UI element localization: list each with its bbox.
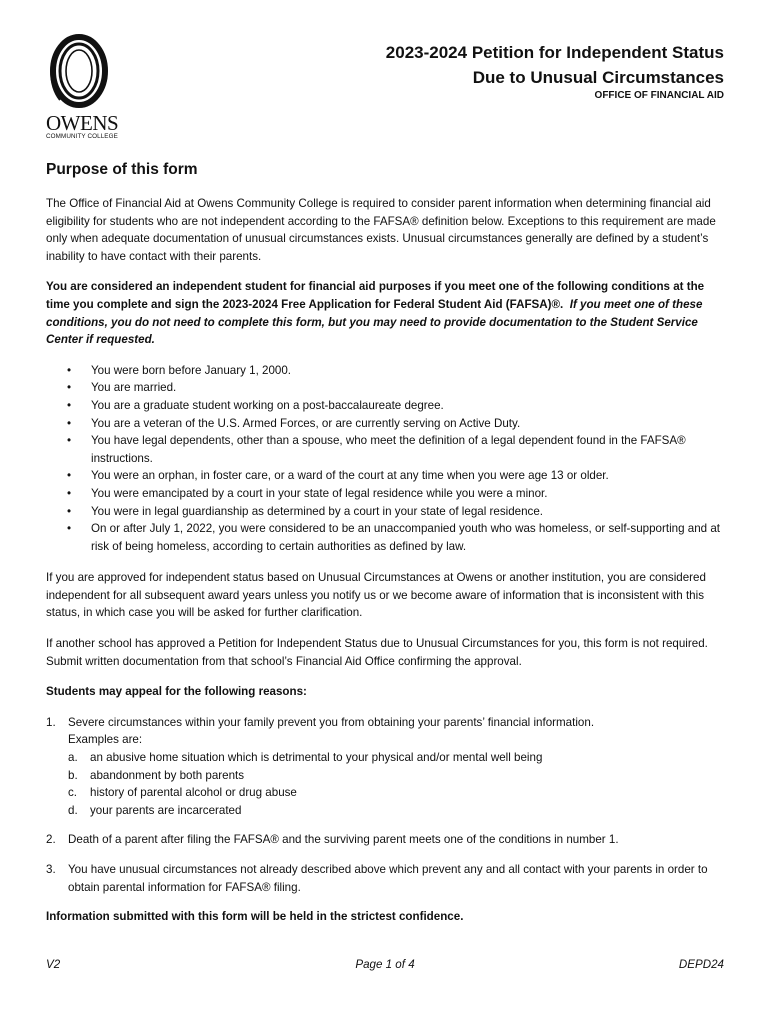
list-item: • You were an orphan, in foster care, or a ward of the court at any time when you were age 13 or older. — [46, 467, 724, 485]
list-item: c. history of parental alcohol or drug abuse — [68, 786, 297, 800]
page-number: Page 1 of 4 — [355, 958, 415, 971]
independent-criteria-italic: If you meet one of these conditions, you do not need to complete this form, but you may need to provide documentation to the Student Service Center if requested. — [46, 297, 703, 347]
bullet-icon: • — [67, 398, 72, 412]
list-item: • You were born before January 1, 2000. — [46, 362, 724, 380]
reason-text: Severe circumstances within your family prevent you from obtaining your parents’ financial information. — [68, 715, 595, 729]
owens-logo-mark-icon — [46, 34, 126, 110]
reason-text: Death of a parent after filing the FAFSA® and the surviving parent meets one of the conditions in number 1. — [68, 833, 619, 847]
appeal-reason-1 — [46, 714, 724, 820]
form-title-line-1: 2023-2024 Petition for Independent Status — [385, 43, 724, 62]
reason-text: You have unusual circumstances not already described above which prevent any and all contact with your parents in order to obtain parental information for FAFSA® filing. — [68, 863, 708, 894]
appeal-heading: Students may appeal for the following reasons: — [46, 685, 307, 699]
approved-status-paragraph: If you are approved for independent status based on Unusual Circumstances at Owens or another institution, you are considered independent for all subsequent award years unless you notify us or we become aware of information that is inconsistent with this status, in which case you will be asked for further clarification. — [46, 571, 706, 620]
appeal-reason-3 — [46, 861, 724, 896]
appeal-reasons-list — [46, 714, 724, 896]
version-label: V2 — [46, 958, 61, 971]
reason-number: 3. — [46, 863, 56, 876]
reason-number: 1. — [46, 715, 56, 729]
list-item: • You were in legal guardianship as determined by a court in your state of legal residence. — [46, 503, 724, 521]
bullet-icon: • — [67, 469, 72, 483]
bullet-icon: • — [67, 434, 72, 448]
list-item: • You are married. — [46, 379, 724, 397]
form-body — [46, 160, 724, 939]
form-code: DEPD24 — [678, 958, 724, 971]
list-item: • You have legal dependents, other than a spouse, who meet the definition of a legal dependent found in the FAFSA® instructions. — [67, 434, 686, 465]
confidentiality-note: Information submitted with this form will be held in the strictest confidence. — [46, 910, 464, 924]
list-item: • You were emancipated by a court in your state of legal residence while you were a minor. — [46, 485, 724, 503]
owens-logo — [46, 34, 126, 144]
bullet-icon: • — [67, 363, 72, 377]
intro-paragraph: The Office of Financial Aid at Owens Community College is required to consider parent information when determining financial aid eligibility for students who are not independent according to the FAFSA® definition below. Exceptions to this requirement are made only when adequate documentation of unusual circumstances exists. Unusual circumstances generally are defined by a student’s inability to have contact with their parents. — [46, 197, 716, 263]
bullet-icon: • — [67, 504, 72, 518]
list-item: • You are a veteran of the U.S. Armed Forces, or are currently serving on Active Duty. — [46, 415, 724, 433]
bullet-icon: • — [67, 522, 72, 536]
office-name: OFFICE OF FINANCIAL AID — [594, 90, 724, 101]
reason-number: 2. — [46, 833, 56, 847]
list-item: d. your parents are incarcerated — [68, 803, 242, 817]
list-item: • On or after July 1, 2022, you were considered to be an unaccompanied youth who was homeless, or self-supporting and at risk of being homeless, according to certain authorities as defined by law. — [67, 522, 721, 553]
purpose-heading: Purpose of this form — [46, 161, 198, 178]
logo-wordmark: OWENS — [46, 111, 119, 135]
other-school-paragraph: If another school has approved a Petition for Independent Status due to Unusual Circumstances for you, this form is not required. Submit written documentation from that school’s Financial Aid Office confirming the approval. — [46, 637, 708, 668]
examples-label: Examples are: — [68, 733, 143, 747]
bullet-icon: • — [67, 381, 72, 395]
bullet-icon: • — [67, 486, 72, 500]
form-title-line-2: Due to Unusual Circumstances — [472, 68, 724, 87]
form-title — [386, 40, 724, 90]
list-item: • You are a graduate student working on a post-baccalaureate degree. — [46, 397, 724, 415]
independent-criteria-bold: You are considered an independent student for financial aid purposes if you meet one of the following conditions at the time you complete and sign the 2023-2024 Free Application for Federal Student Aid (FAFSA)®. — [46, 280, 705, 311]
examples-list — [68, 749, 724, 819]
condition-list — [46, 362, 724, 556]
list-item: a. an abusive home situation which is detrimental to your physical and/or mental well being — [68, 751, 543, 765]
appeal-reason-2 — [46, 831, 724, 849]
independent-criteria-paragraph — [46, 278, 724, 348]
bullet-icon: • — [67, 416, 72, 430]
list-item: b. abandonment by both parents — [68, 768, 245, 782]
logo-subtitle: COMMUNITY COLLEGE — [46, 133, 118, 140]
